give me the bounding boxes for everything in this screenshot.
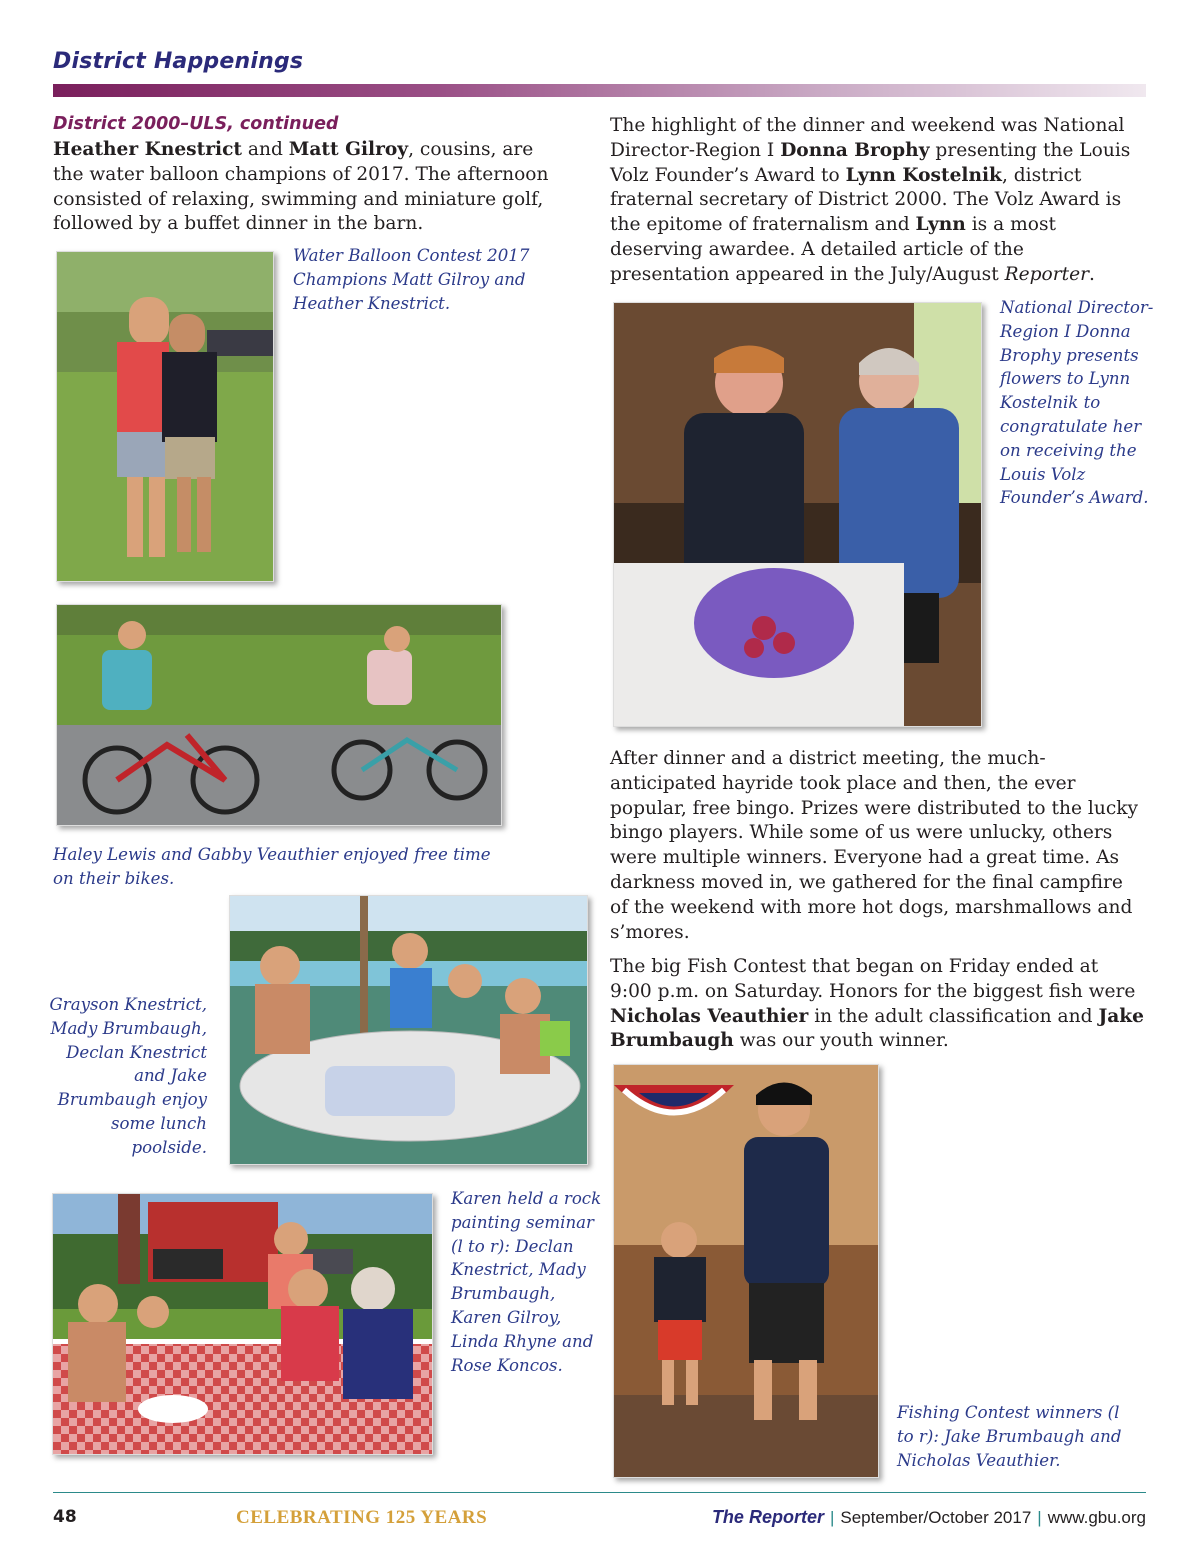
photo-poolside-lunch (229, 895, 588, 1165)
photo-fishing-winners (613, 1064, 879, 1478)
article-subhead: District 2000–ULS, continued (53, 114, 339, 134)
header-divider-bar (53, 84, 1146, 97)
caption-fishing: Fishing Contest winners (l to r): Jake Brumbaugh and Nicholas Veauthier. (897, 1403, 1122, 1470)
p3-a: The big Fish Contest that began on Friday ended at 9:00 p.m. on Saturday. Honors for the biggest fish were (610, 956, 1136, 1002)
p3-c: in the adult classification and (808, 1005, 1099, 1027)
text-and: and (242, 139, 289, 160)
fish-paragraph (610, 955, 1145, 1054)
photo-rock-painting (52, 1193, 433, 1455)
name-heather: Heather Knestrict (53, 139, 242, 160)
p1-i: . (1088, 263, 1095, 285)
section-title: District Happenings (53, 49, 304, 74)
page-number: 48 (53, 1507, 77, 1527)
award-paragraph (610, 114, 1145, 288)
p1-lynn: Lynn (915, 214, 966, 236)
p3-nicholas: Nicholas Veauthier (610, 1005, 809, 1027)
photo-water-balloon-champions (56, 251, 274, 582)
intro-rest: , cousins, are the water balloon champions of 2017. The afternoon consisted of relaxing, swimming and miniature golf, followed by a buffet dinner in the barn. (53, 139, 549, 235)
para-bingo: After dinner and a district meeting, the much-anticipated hayride took place and then, the ever popular, free bingo. Prizes were distributed to the lucky bingo players. While some of us were unlucky, others were multiple winners. Everyone had a great time. As darkness moved in, we gathered for the final campfire of the weekend with more hot dogs, marshmallows and s’mores. (610, 748, 1139, 943)
caption-poolside: Grayson Knestrict, Mady Brumbaugh, Declan Knestrict and Jake Brumbaugh enjoy some lunch poolside. (49, 995, 207, 1157)
website-link[interactable]: www.gbu.org (1047, 1508, 1146, 1527)
p1-lynn-kostelnik: Lynn Kostelnik (845, 164, 1002, 186)
celebrating-banner: CELEBRATING 125 YEARS (236, 1507, 488, 1528)
footer-publication-info: The Reporter | September/October 2017 | www.gbu.org (711, 1507, 1146, 1527)
p1-a: The highlight of the dinner and weekend was National Director-Region I (610, 115, 1125, 161)
caption-water-balloon: Water Balloon Contest 2017 Champions Matt Gilroy and Heather Knestrict. (293, 246, 530, 313)
footer-divider (53, 1492, 1146, 1493)
caption-rock-painting: Karen held a rock painting seminar (l to r): Declan Knestrict, Mady Brumbaugh, Karen Gilroy, Linda Rhyne and Rose Koncos. (451, 1189, 602, 1375)
intro-paragraph (53, 138, 558, 237)
p1-g: is a most deserving awardee. A detailed article of the presentation appeared in the July/August (610, 214, 1056, 285)
p3-jake: Jake Brumbaugh (610, 1005, 1144, 1052)
caption-bikes: Haley Lewis and Gabby Veauthier enjoyed free time on their bikes. (53, 845, 491, 888)
bingo-paragraph (610, 747, 1145, 945)
p3-e: was our youth winner. (733, 1030, 949, 1052)
p1-reporter: Reporter (1004, 263, 1089, 285)
publication-name: The Reporter (711, 1507, 824, 1527)
photo-award-presentation (613, 302, 982, 727)
photo-bikes (56, 604, 502, 826)
p1-c: presenting the Louis Volz Founder’s Award to (610, 139, 1131, 186)
p1-e: , district fraternal secretary of District 2000. The Volz Award is the epitome of fraternalism and (610, 164, 1122, 236)
issue-date: September/October 2017 (840, 1508, 1032, 1527)
name-matt: Matt Gilroy (288, 139, 409, 160)
p1-donna: Donna Brophy (780, 139, 930, 161)
caption-award: National Director-Region I Donna Brophy presents flowers to Lynn Kostelnik to congratulate her on receiving the Louis Volz Founder’s Award. (1000, 298, 1154, 508)
